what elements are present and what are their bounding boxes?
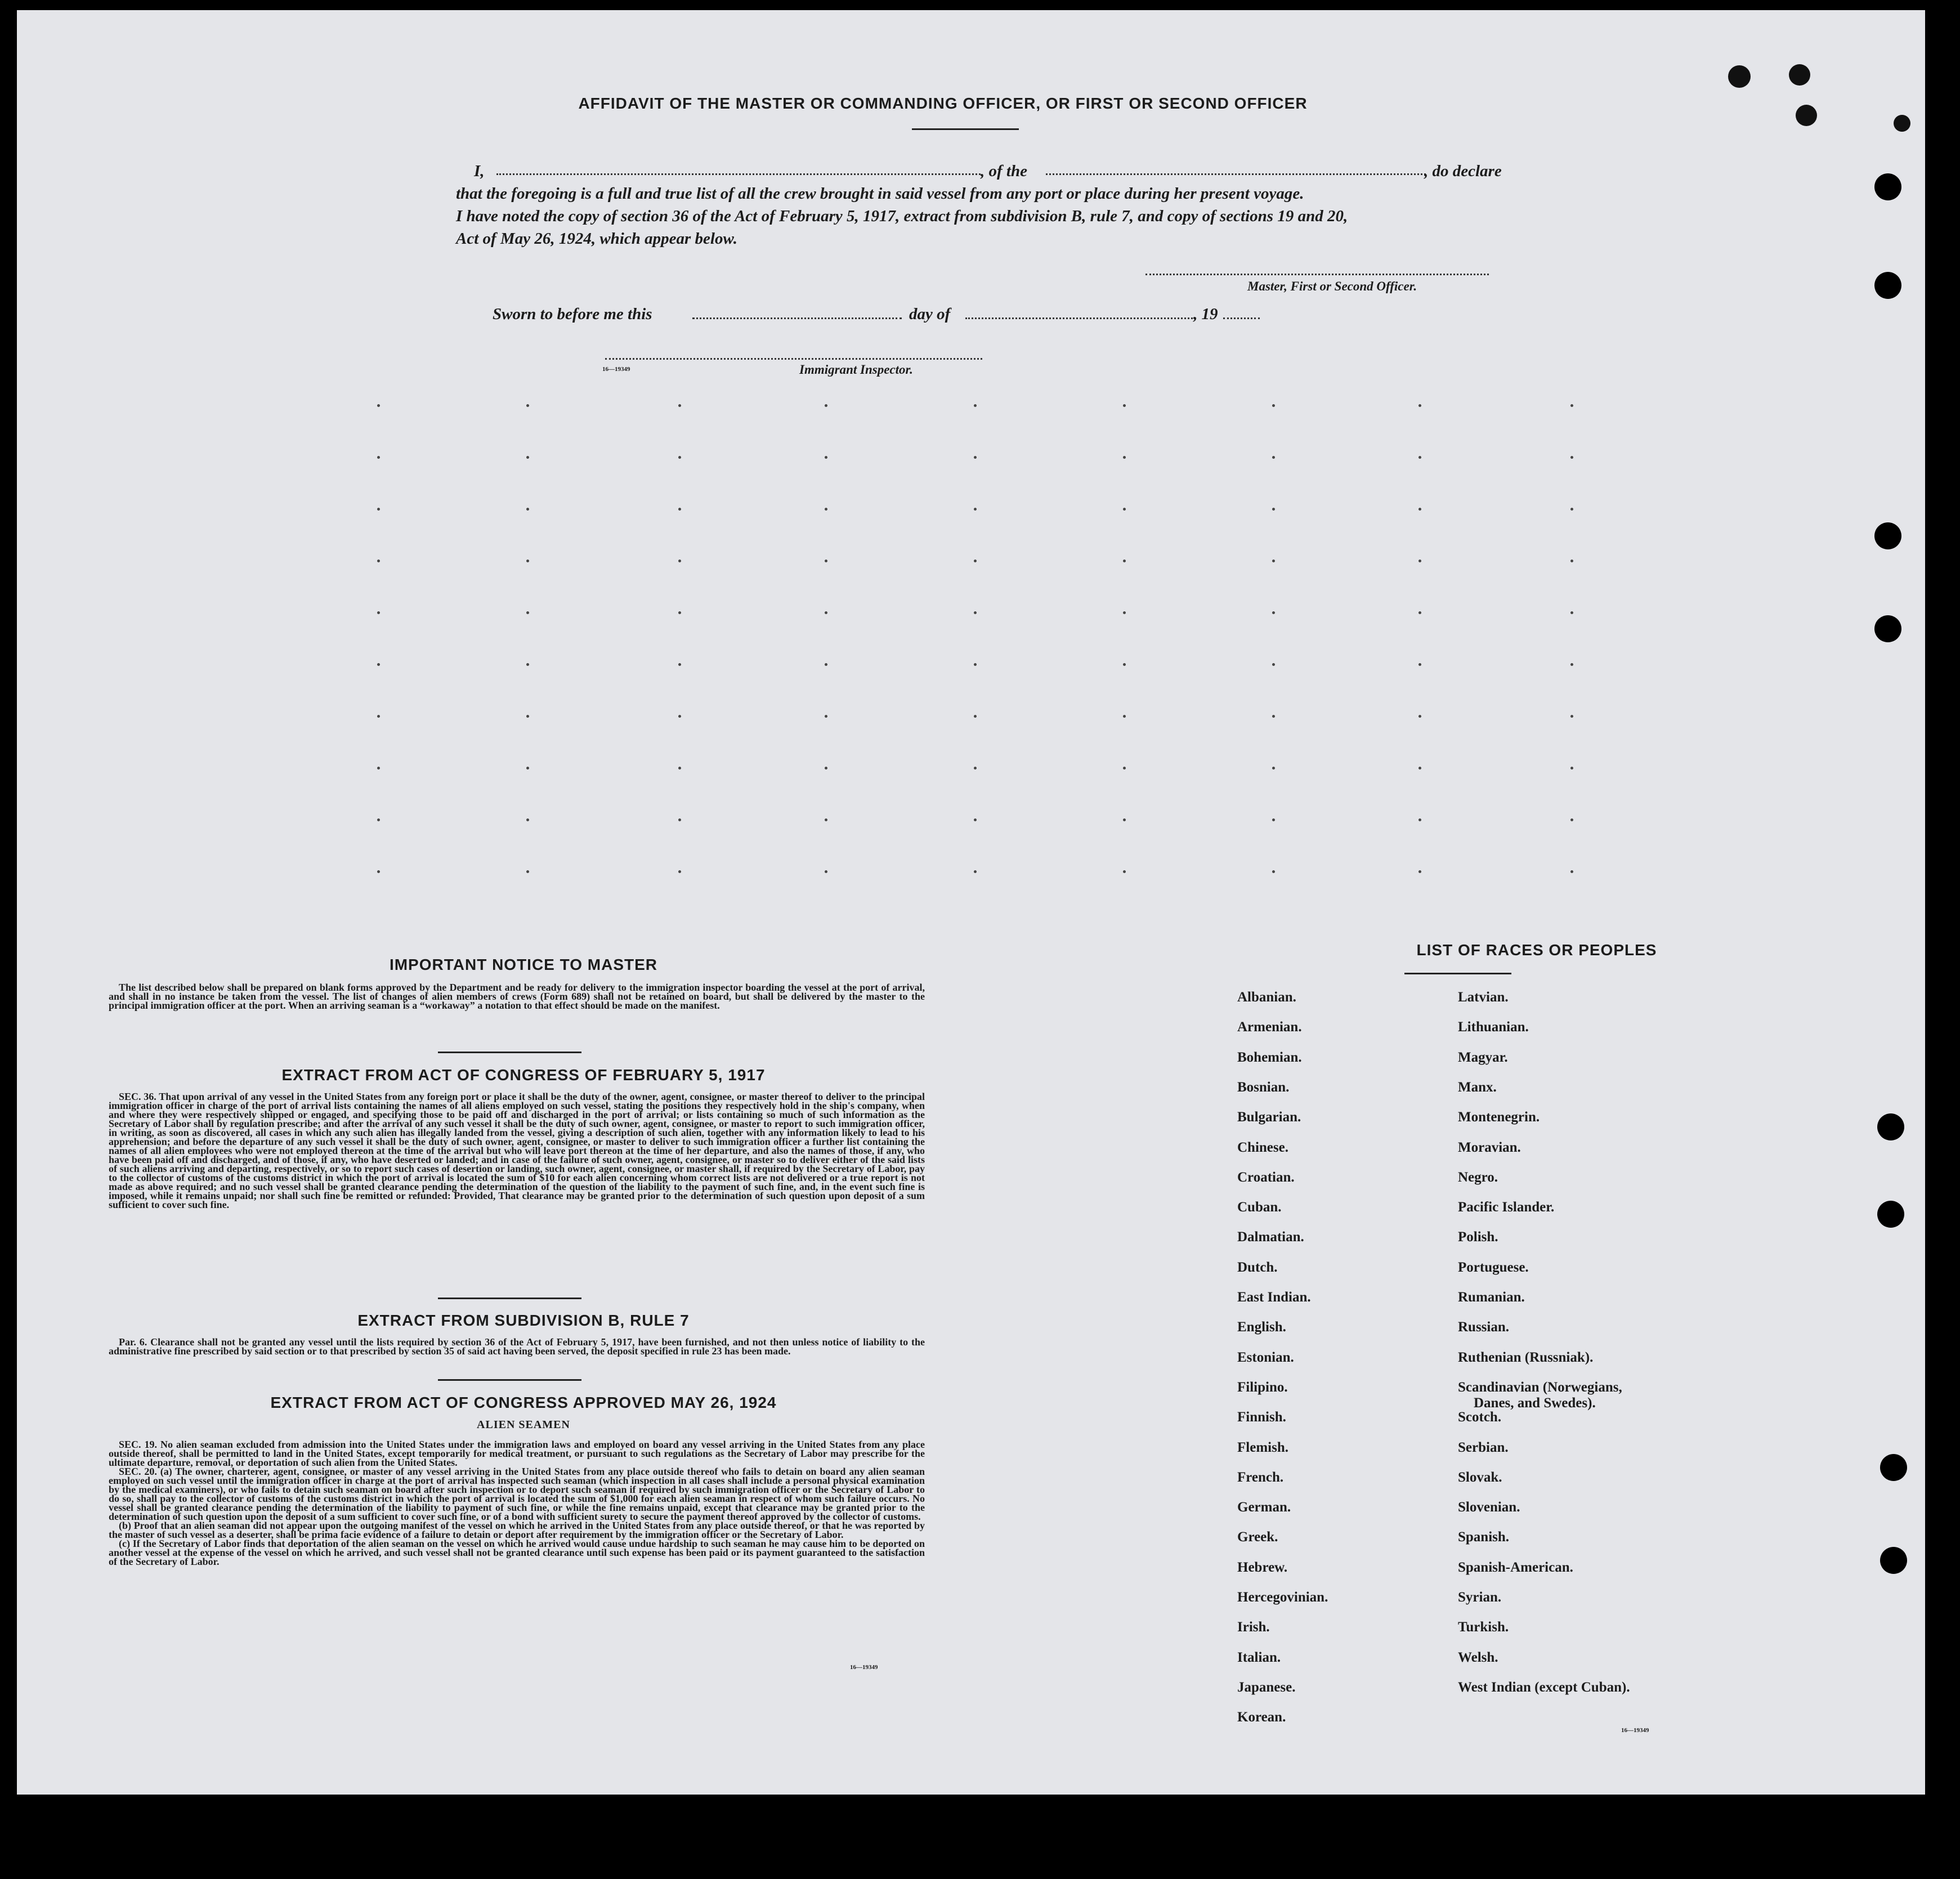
sworn-month-field[interactable]	[965, 317, 1196, 319]
grid-dot	[1272, 508, 1275, 511]
grid-dot	[825, 715, 827, 718]
race-item: Filipino.	[1237, 1379, 1288, 1395]
race-item: Bulgarian.	[1237, 1109, 1301, 1125]
grid-dot	[526, 404, 529, 407]
extract-1924-title: EXTRACT FROM ACT OF CONGRESS APPROVED MAY 26, 1924	[270, 1394, 777, 1411]
race-item: Armenian.	[1237, 1019, 1302, 1035]
grid-dot	[1570, 560, 1573, 562]
grid-dot	[1272, 663, 1275, 666]
grid-dot	[1418, 870, 1421, 873]
race-item: Latvian.	[1458, 990, 1509, 1005]
sworn-day-field[interactable]	[692, 317, 902, 319]
grid-dot	[1123, 818, 1126, 821]
grid-dot	[974, 404, 977, 407]
extract-1917-text	[109, 1092, 925, 1209]
grid-dot	[377, 818, 380, 821]
grid-dot	[1123, 663, 1126, 666]
grid-dot	[974, 767, 977, 770]
race-item: Scandinavian (Norwegians,	[1458, 1379, 1622, 1395]
race-item: Manx.	[1458, 1079, 1497, 1095]
grid-dot	[1123, 560, 1126, 562]
extract-1924-text	[109, 1440, 925, 1566]
grid-dot	[1570, 404, 1573, 407]
signature-caption: Master, First or Second Officer.	[1247, 279, 1417, 293]
races-title: LIST OF RACES OR PEOPLES	[1416, 941, 1657, 959]
grid-dot	[1418, 560, 1421, 562]
race-item: Ruthenian (Russniak).	[1458, 1349, 1594, 1365]
race-item: Finnish.	[1237, 1410, 1286, 1425]
grid-dot	[1418, 767, 1421, 770]
punch-hole	[1874, 522, 1901, 549]
extract-rule7-text	[109, 1337, 925, 1355]
grid-dot	[377, 611, 380, 614]
grid-dot	[1272, 715, 1275, 718]
notice-text	[109, 983, 925, 1010]
grid-dot	[1418, 508, 1421, 511]
race-item: Slovenian.	[1458, 1500, 1520, 1515]
grid-dot	[1123, 611, 1126, 614]
race-item: Hebrew.	[1237, 1559, 1288, 1575]
grid-dot	[1272, 767, 1275, 770]
affidavit-title: AFFIDAVIT OF THE MASTER OR COMMANDING OFFICER, OR FIRST OR SECOND OFFICER	[578, 95, 1308, 112]
grid-dot	[678, 508, 681, 511]
race-item: Cuban.	[1237, 1200, 1282, 1215]
race-item: Korean.	[1237, 1710, 1286, 1725]
sec-36-paragraph: SEC. 36. That upon arrival of any vessel in the United States from any foreign port or place it shall be the duty of the owner, agent, consignee, or master thereof to deliver to the principal immigration officer in charge of the port of arrival lists containing the names of all aliens employed on such vessel, stating the positions they respectively hold in the ship's company, when and where they were respectively shipped or engaged, and specifying those to be paid off and discharged in the port of arrival; or lists containing so much of such information as the Secretary of Labor shall by regulation prescribe; and after the arrival of any such vessel it shall be the duty of such owner, agent, consignee, or master to report to such immigration officer, in writing, as soon as discovered, all cases in which any such alien has illegally landed from the vessel, giving a description of such alien, together with any information likely to lead to his apprehension; and before the departure of any such vessel it shall be the duty of such owner, agent, consignee, or master to deliver to such immigration officer a further list containing the names of all alien employees who were not employed thereon at the time of the arrival but who will leave port thereon at the time of her departure, and also the names of those, if any, who have been paid off and discharged, and of those, if any, who have deserted or landed; and in case of the failure of such owner, agent, consignee, or master so to deliver either of the said lists of such aliens arriving and departing, respectively, or so to report such cases of desertion or landing, such owner, agent, consignee, or master shall, if required by the Secretary of Labor, pay to the collector of customs of the customs district in which the port of arrival is located the sum of $10 for each alien concerning whom correct lists are not delivered or a true report is not made as above required; and no such vessel shall be granted clearance pending the determination of the question of the liability to the payment of such fine, and, in the event such fine is imposed, while it remains unpaid; nor shall such fine be remitted or refunded: Provided, That clearance may be granted prior to the determination of such question upon deposit of a sum sufficient to cover such fine.	[109, 1091, 925, 1210]
notice-title: IMPORTANT NOTICE TO MASTER	[389, 956, 658, 973]
race-item: Spanish.	[1458, 1529, 1510, 1545]
race-item: Turkish.	[1458, 1619, 1509, 1635]
grid-dot	[825, 404, 827, 407]
grid-dot	[377, 456, 380, 459]
punch-hole	[1874, 272, 1901, 299]
grid-dot	[1418, 818, 1421, 821]
name-field[interactable]	[496, 173, 981, 175]
race-item: Welsh.	[1458, 1649, 1498, 1665]
ink-speck	[1789, 64, 1810, 86]
grid-dot	[526, 560, 529, 562]
grid-dot	[678, 560, 681, 562]
grid-dot	[377, 715, 380, 718]
sec-20c-paragraph: (c) If the Secretary of Labor finds that deportation of the alien seaman on the vessel on which he arrived would cause undue hardship to such seaman he may cause him to be deported on another vessel at the expense of the vessel on which he arrived, and such vessel shall not be granted clearance until such expense has been paid or its payment guaranteed to the satisfaction of the Secretary of Labor.	[109, 1538, 925, 1567]
signature-line[interactable]	[1145, 274, 1489, 275]
grid-dot	[1123, 870, 1126, 873]
grid-dot	[678, 663, 681, 666]
race-item: Estonian.	[1237, 1349, 1294, 1365]
grid-dot	[825, 456, 827, 459]
grid-dot	[1123, 767, 1126, 770]
grid-dot	[678, 767, 681, 770]
notice-paragraph: The list described below shall be prepared on blank forms approved by the Department and be ready for delivery to the immigration inspector boarding the vessel at the port of arrival, and shall in no instance be taken from the vessel. The list of changes of alien members of crews (Form 689) shall not be retained on board, but shall be delivered by the master to the principal immigration officer at the port. When an arriving seaman is a “workaway” a notation to that effect should be made on the manifest.	[109, 982, 925, 1011]
race-item: Syrian.	[1458, 1590, 1502, 1605]
grid-dot	[678, 870, 681, 873]
grid-dot	[678, 404, 681, 407]
grid-dot	[377, 508, 380, 511]
grid-dot	[1418, 456, 1421, 459]
punch-hole	[1880, 1454, 1907, 1481]
alien-seamen-subtitle: ALIEN SEAMEN	[477, 1419, 570, 1431]
race-item: Negro.	[1458, 1169, 1498, 1185]
grid-dot	[974, 715, 977, 718]
race-item: Italian.	[1237, 1649, 1281, 1665]
grid-dot	[1570, 663, 1573, 666]
grid-dot	[1418, 663, 1421, 666]
race-item: Bosnian.	[1237, 1079, 1290, 1095]
race-item: Rumanian.	[1458, 1290, 1525, 1305]
punch-hole	[1874, 615, 1901, 642]
grid-dot	[678, 456, 681, 459]
grid-dot	[1418, 715, 1421, 718]
grid-dot	[974, 818, 977, 821]
race-item: Dutch.	[1237, 1259, 1278, 1275]
grid-dot	[1418, 404, 1421, 407]
declare-i: I,	[474, 162, 485, 180]
grid-dot	[974, 508, 977, 511]
grid-dot	[825, 870, 827, 873]
grid-dot	[678, 611, 681, 614]
grid-dot	[526, 611, 529, 614]
grid-dot	[1123, 404, 1126, 407]
year-label: , 19	[1193, 305, 1218, 323]
race-item: Irish.	[1237, 1619, 1270, 1635]
races-form-number: 16—19349	[1621, 1727, 1649, 1734]
grid-dot	[526, 715, 529, 718]
document-page	[17, 10, 1925, 1795]
grid-dot	[526, 456, 529, 459]
grid-dot	[825, 560, 827, 562]
grid-dot	[526, 508, 529, 511]
grid-dot	[1123, 508, 1126, 511]
race-item: Danes, and Swedes).	[1474, 1395, 1596, 1411]
extract-1917-title: EXTRACT FROM ACT OF CONGRESS OF FEBRUARY 5, 1917	[281, 1066, 766, 1084]
race-item: West Indian (except Cuban).	[1458, 1679, 1630, 1695]
grid-dot	[1272, 870, 1275, 873]
ink-speck	[1894, 115, 1910, 132]
extract-rule7-rule	[438, 1379, 581, 1381]
declare-end: , do declare	[1424, 162, 1502, 180]
grid-dot	[377, 404, 380, 407]
race-item: Albanian.	[1237, 990, 1296, 1005]
grid-dot	[1272, 611, 1275, 614]
grid-dot	[377, 663, 380, 666]
grid-dot	[1272, 818, 1275, 821]
declare-of: , of the	[981, 162, 1027, 180]
affidavit-line-2: that the foregoing is a full and true list of all the crew brought in said vessel from any port or place during her present voyage.	[456, 185, 1304, 203]
grid-dot	[974, 456, 977, 459]
par-6-paragraph: Par. 6. Clearance shall not be granted any vessel until the lists required by section 36 of the Act of February 5, 1917, have been furnished, and not then unless notice of liability to the administrative fine prescribed by said section or to that prescribed by section 35 of said act having been served, the deposit specified in rule 23 has been made.	[109, 1336, 925, 1357]
grid-dot	[678, 715, 681, 718]
punch-hole	[1880, 1547, 1907, 1574]
sec-19-paragraph: SEC. 19. No alien seaman excluded from admission into the United States under the immigration laws and employed on board any vessel arriving in the United States from any place outside thereof, shall be permitted to land in the United States, except temporarily for medical treatment, or pursuant to such regulations as the Secretary of Labor may prescribe for the ultimate departure, removal, or deportation of such alien from the United States.	[109, 1439, 925, 1468]
punch-hole	[1877, 1113, 1904, 1140]
grid-dot	[526, 663, 529, 666]
race-item: Pacific Islander.	[1458, 1200, 1555, 1215]
grid-dot	[1570, 715, 1573, 718]
grid-dot	[1570, 611, 1573, 614]
inspector-signature-line[interactable]	[605, 358, 982, 360]
title-rule	[912, 128, 1019, 130]
inspector-caption: Immigrant Inspector.	[799, 363, 913, 377]
races-rule	[1404, 973, 1511, 974]
affidavit-line-4: Act of May 26, 1924, which appear below.	[456, 230, 737, 248]
punch-hole	[1874, 173, 1901, 200]
extract-rule7-title: EXTRACT FROM SUBDIVISION B, RULE 7	[357, 1312, 690, 1329]
affidavit-form-number: 16—19349	[602, 366, 630, 373]
race-item: Croatian.	[1237, 1169, 1295, 1185]
race-item: Russian.	[1458, 1319, 1510, 1335]
race-item: Serbian.	[1458, 1439, 1509, 1455]
race-item: Hercegovinian.	[1237, 1590, 1328, 1605]
race-item: Slovak.	[1458, 1469, 1502, 1485]
sworn-year-field[interactable]	[1223, 317, 1260, 319]
race-item: Montenegrin.	[1458, 1109, 1540, 1125]
race-item: French.	[1237, 1469, 1284, 1485]
grid-dot	[678, 818, 681, 821]
grid-dot	[377, 870, 380, 873]
race-item: German.	[1237, 1500, 1291, 1515]
sec-20b-paragraph: (b) Proof that an alien seaman did not appear upon the outgoing manifest of the vessel on which he arrived in the United States from any place outside thereof, or that he was reported by the master of such vessel as a deserter, shall be prima facie evidence of a failure to detain or deport after requirement by the immigration officer or the Secretary of Labor.	[109, 1520, 925, 1540]
grid-dot	[974, 611, 977, 614]
ink-speck	[1796, 105, 1817, 126]
race-item: Scotch.	[1458, 1410, 1502, 1425]
grid-dot	[974, 870, 977, 873]
day-of-label: day of	[909, 305, 951, 323]
grid-dot	[1570, 508, 1573, 511]
grid-dot	[377, 767, 380, 770]
grid-dot	[825, 818, 827, 821]
sworn-label: Sworn to before me this	[493, 305, 652, 323]
grid-dot	[1570, 818, 1573, 821]
race-item: Japanese.	[1237, 1679, 1296, 1695]
grid-dot	[526, 818, 529, 821]
grid-dot	[526, 870, 529, 873]
grid-dot	[1570, 767, 1573, 770]
race-item: Dalmatian.	[1237, 1229, 1304, 1245]
grid-dot	[825, 611, 827, 614]
race-item: Bohemian.	[1237, 1049, 1302, 1065]
race-item: Spanish-American.	[1458, 1559, 1573, 1575]
grid-dot	[825, 767, 827, 770]
grid-dot	[1123, 715, 1126, 718]
grid-dot	[1418, 611, 1421, 614]
race-item: English.	[1237, 1319, 1286, 1335]
grid-dot	[974, 560, 977, 562]
grid-dot	[377, 560, 380, 562]
race-item: Lithuanian.	[1458, 1019, 1529, 1035]
grid-dot	[1570, 870, 1573, 873]
grid-dot	[974, 663, 977, 666]
grid-dot	[1272, 456, 1275, 459]
race-item: Moravian.	[1458, 1139, 1521, 1155]
race-item: Flemish.	[1237, 1439, 1288, 1455]
race-item: Polish.	[1458, 1229, 1498, 1245]
grid-dot	[1570, 456, 1573, 459]
grid-dot	[1272, 560, 1275, 562]
grid-dot	[1272, 404, 1275, 407]
grid-dot	[825, 663, 827, 666]
affidavit-line-3: I have noted the copy of section 36 of the Act of February 5, 1917, extract from subdivision B, rule 7, and copy of sections 19 and 20,	[456, 207, 1348, 225]
grid-dot	[526, 767, 529, 770]
punch-hole	[1877, 1201, 1904, 1228]
ink-speck	[1728, 65, 1751, 88]
notice-rule	[438, 1052, 581, 1053]
extract-form-number: 16—19349	[850, 1664, 878, 1671]
race-item: Portuguese.	[1458, 1259, 1529, 1275]
race-item: Magyar.	[1458, 1049, 1508, 1065]
race-item: East Indian.	[1237, 1290, 1311, 1305]
extract-1917-rule	[438, 1298, 581, 1299]
race-item: Greek.	[1237, 1529, 1278, 1545]
vessel-field[interactable]	[1046, 173, 1426, 175]
grid-dot	[825, 508, 827, 511]
race-item: Chinese.	[1237, 1139, 1288, 1155]
grid-dot	[1123, 456, 1126, 459]
sec-20a-paragraph: SEC. 20. (a) The owner, charterer, agent, consignee, or master of any vessel arriving in the United States from any place outside thereof who fails to detain on board any alien seaman employed on such vessel until the immigration officer in charge at the port of arrival has inspected such seaman (which inspection in all cases shall include a personal physical examination by the medical examiners), or who fails to detain such seaman on board after such inspection or to deport such seaman if required by such immigration officer or the Secretary of Labor to do so, shall pay to the collector of customs of the customs district in which the port of arrival is located the sum of $1,000 for each alien seaman in respect of whom such failure occurs. No vessel shall be granted clearance pending the determination of the liability to payment of such fine, or while the fine remains unpaid, except that clearance may be granted prior to the determination of such question upon the deposit of a sum sufficient to cover such fine, or of a bond with sufficient surety to secure the payment thereof approved by the collector of customs.	[109, 1466, 925, 1522]
